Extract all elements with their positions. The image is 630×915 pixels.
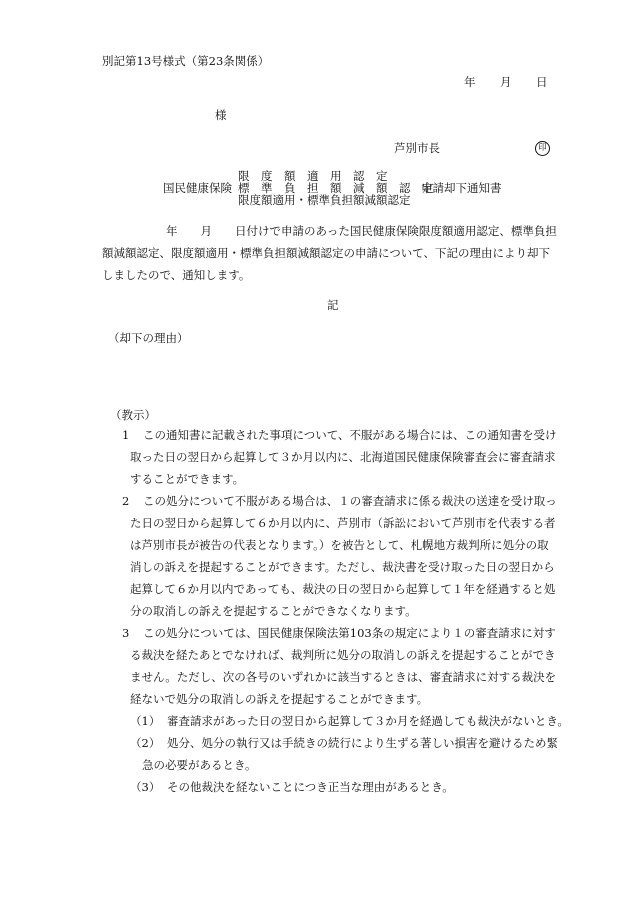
- reason-label: （却下の理由）: [108, 331, 189, 345]
- notice-line: 取った日の翌日から起算して３か月以内に、北海道国民健康保険審査会に審査請求: [130, 450, 556, 464]
- notice-line: ません。ただし、次の各号のいずれかに該当するときは、審査請求に対する裁決を: [130, 670, 557, 684]
- notice-line: この処分については、国民健康保険法第103条の規定により１の審査請求に対す: [143, 626, 556, 640]
- body-line-3: しましたので、通知します。: [102, 268, 251, 282]
- notice-line: る裁決を経たあとでなければ、裁判所に処分の取消しの訴えを提起することができ: [130, 648, 556, 662]
- notice-number: 2: [122, 494, 130, 508]
- title-line-2: 標 準 負 担 額 減 額 認 定: [238, 181, 434, 195]
- body-line-2: 額減額認定、限度額適用・標準負担額減額認定の申請について、下記の理由により却下: [102, 246, 551, 260]
- issuer-name: 芦別市長: [394, 141, 440, 155]
- form-id: 別記第13号様式（第23条関係）: [102, 54, 270, 68]
- notice-line: 消しの訴えを提起することができます。ただし、裁決書を受け取った日の翌日から: [130, 560, 555, 574]
- title-line-1: 限 度 額 適 用 認 定: [238, 169, 388, 183]
- notice-number: 1: [122, 428, 130, 442]
- subitem-line: 処分、処分の執行又は手続きの続行により生ずる著しい損害を避けるため緊: [167, 736, 558, 750]
- notice-line: は芦別市長が被告の代表となります。）を被告として、札幌地方裁判所に処分の取: [130, 538, 549, 552]
- notice-line: この処分について不服がある場合は、１の審査請求に係る裁決の送達を受け取っ: [143, 494, 557, 508]
- notice-number: 3: [122, 626, 130, 640]
- notice-label: （教示）: [110, 408, 156, 422]
- subitem-number: （2）: [130, 736, 161, 750]
- date-day: 日: [536, 75, 548, 89]
- subitem-number: （1）: [130, 714, 161, 728]
- body-line-1: 年 月 日付けで申請のあった国民健康保険限度額適用認定、標準負担: [166, 224, 557, 238]
- subitem-line: 審査請求があった日の翌日から起算して３か月を経過しても裁決がないとき。: [167, 714, 569, 728]
- title-line-3: 限度額適用・標準負担額減額認定: [238, 193, 411, 207]
- date-month: 月: [500, 75, 512, 89]
- notice-line: 経ないで処分の取消しの訴えを提起することができます。: [130, 692, 429, 706]
- date-year: 年: [464, 75, 476, 89]
- notice-line: 分の取消しの訴えを提起することができなくなります。: [130, 604, 417, 618]
- notice-line: た日の翌日から起算して６か月以内に、芦別市（訴訟において芦別市を代表する者: [130, 516, 556, 530]
- title-suffix: 申請却下通知書: [421, 181, 502, 195]
- notice-line: することができます。: [130, 472, 245, 486]
- notice-line: この通知書に記載された事項について、不服がある場合には、この通知書を受け: [143, 428, 557, 442]
- title-prefix: 国民健康保険: [163, 181, 232, 195]
- seal-stamp: 印: [535, 141, 550, 156]
- notice-line: 起算して６か月以内であっても、裁決の日の翌日から起算して１年を経過すると処: [130, 582, 556, 596]
- subitem-line: その他裁決を経ないことにつき正当な理由があるとき。: [167, 780, 454, 794]
- addressee-suffix: 様: [215, 108, 227, 122]
- ki-heading: 記: [327, 298, 339, 312]
- subitem-number: （3）: [130, 780, 161, 794]
- subitem-line: 急の必要があるとき。: [142, 758, 257, 772]
